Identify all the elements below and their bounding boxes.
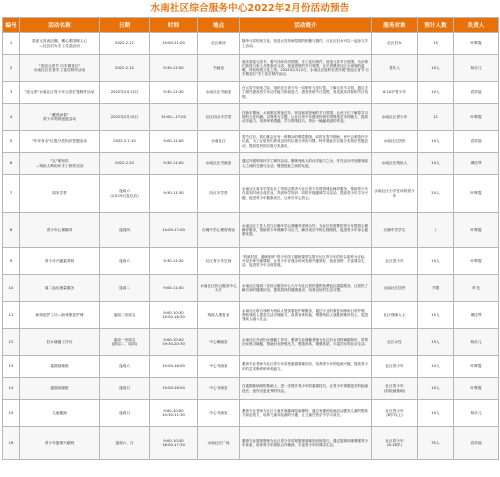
cell-name: 助残庇护工坊—助残康复护理: [20, 302, 100, 329]
cell-count: 12: [418, 104, 454, 131]
table-row: [3, 175, 499, 213]
table-row: [3, 131, 499, 153]
cell-desc: 水南社区工作人员与石碣中学心理辅导老师合作，为社区有需要的青少年提供心理辅导服务，帮助青少年缓解学习压力，解决成长中的心理困扰，促进青少年身心健康发展。: [240, 213, 372, 248]
table-row: [3, 302, 499, 329]
table-row: [3, 329, 499, 356]
cell-no: 1: [3, 33, 20, 55]
table-row: [3, 378, 499, 400]
cell-date: 逢周六、日: [100, 427, 150, 460]
cell-no: 6: [3, 153, 20, 175]
table-row: [3, 248, 499, 275]
table-row: [3, 33, 499, 55]
cell-name: 素描高级班: [20, 378, 100, 400]
cell-name: 青少年兴趣素养班: [20, 248, 100, 275]
cell-name: 周二血压测量服务: [20, 275, 100, 302]
cell-target: 社区青少年 (6岁以上): [372, 400, 418, 427]
cell-date: 逢周六: [100, 248, 150, 275]
cell-count: 10人: [418, 131, 454, 153]
cell-person: 叶辉霞: [454, 213, 499, 248]
cell-time: 9:30-11:30: [150, 248, 198, 275]
cell-target: 社区女性: [372, 329, 418, 356]
cell-time: 9:00-10:00 19:30-20:30: [150, 329, 198, 356]
cell-person: 谭佳琴: [454, 153, 499, 175]
cell-count: /: [418, 213, 454, 248]
cell-desc: 在元宵节到来之际，组织社区青少年一同制作元宵灯笼，了解元宵节习俗，通过手工制作提高青少年动手能力和创造力，感受传统节日氛围，营造欢乐祥和的节日氛围。: [240, 82, 372, 104]
cell-name: 青少年心理辅导: [20, 213, 100, 248]
cell-date: 逢周二至周五: [100, 302, 150, 329]
cell-name: 素描基础班: [20, 356, 100, 378]
table-row: [3, 427, 499, 460]
cell-date: 2022.2.20: [100, 153, 150, 175]
cell-desc: 在素描基础班的基础上，进一步提升青少年的素描技巧，让青少年掌握更多的绘画技法，创作出更优秀的作品。: [240, 378, 372, 400]
cell-name: 妇女瑜伽工作坊: [20, 329, 100, 356]
cell-person: 叶辉霞: [454, 248, 499, 275]
cell-time: 15:00—17:00: [150, 104, 198, 131]
cell-date: 逢周四: [100, 213, 150, 248]
table-row: [3, 356, 499, 378]
cell-place: 水南社区综合服务中心大厅: [198, 275, 240, 302]
cell-no: 16: [3, 427, 20, 460]
cell-person: 谭佳琴: [454, 302, 499, 329]
cell-count: 15人: [418, 302, 454, 329]
cell-name: "喜迎元宵节 巧手做花灯" 水南社区长者手工花灯制作活动: [20, 55, 100, 82]
cell-no: 11: [3, 302, 20, 329]
header-desc: 活动简介: [240, 18, 372, 33]
table-row: [3, 400, 499, 427]
cell-desc: 邀请专业老师为社区儿童开展趣味绘画课程，通过有趣的绘画活动激发儿童的想象力和创造力，培养儿童对绘画的兴趣，让儿童在快乐中学习成长。: [240, 400, 372, 427]
cell-count: 35人: [418, 427, 454, 460]
cell-person: 叶辉霞: [454, 378, 499, 400]
cell-name: 喜迎元宵表活圈，螺心系国缘人心 —社区妇女手工灵竞活动: [20, 33, 100, 55]
cell-time: 9:30-11:30: [150, 82, 198, 104]
cell-count: 不限: [418, 275, 454, 302]
cell-no: 13: [3, 356, 20, 378]
cell-time: 9:30-11:00: [150, 55, 198, 82]
header-count: 预计人数: [418, 18, 454, 33]
cell-target: 老年人: [372, 55, 418, 82]
cell-person: 叶辉霞: [454, 175, 499, 213]
cell-target: 社区妇女: [372, 33, 418, 55]
cell-place: 水南社区书画室: [198, 82, 240, 104]
cell-no: 7: [3, 175, 20, 213]
cell-no: 9: [3, 248, 20, 275]
cell-person: 叶龙: [454, 275, 499, 302]
cell-person: 叶辉霞: [454, 356, 499, 378]
cell-place: 中心书画室: [198, 378, 240, 400]
cell-no: 14: [3, 378, 20, 400]
page-title: 水南社区综合服务中心2022年2月份活动预告: [150, 3, 350, 14]
cell-target: 水南社区残疾人: [372, 153, 418, 175]
cell-person: 袁祥福: [454, 427, 499, 460]
cell-name: 儿童趣画: [20, 400, 100, 427]
table-row: [3, 55, 499, 82]
cell-date: 2022.2.7-10: [100, 131, 150, 153]
cell-count: 15: [418, 33, 454, 55]
cell-target: 社区青少年 (有绘画基础): [372, 378, 418, 400]
cell-count: 20人: [418, 175, 454, 213]
cell-person: 叶辉霞: [454, 104, 499, 131]
cell-target: 社区青少年 (6-18岁): [372, 427, 418, 460]
cell-desc: 欢乐喜迎元宵节，看气冲冲洋洋团圆，手工花灯制作，营造元宵节日氛围，为长辈们营造与家人共度欢乐元宵，营造喜悦的节日氛围，让长者感受社区大家庭的温暖，体验传统文化之美。2022年2月12日，水南社区组织长者开展"喜迎元宵节 巧手做花灯"手工花灯制作活动。: [240, 55, 372, 82]
header-date: 日期: [100, 18, 150, 33]
cell-place: 书画室: [198, 55, 240, 82]
cell-count: 10人: [418, 55, 454, 82]
cell-time: 9:00-10:30 15:00-16:30: [150, 302, 198, 329]
cell-desc: "同威衬进，趣味相伴"青少年线下趣味课堂以提升社区青少年的综合素养为目标，开设多种兴趣课程，让青少年在课余时间发展兴趣爱好，拓宽视野，丰富课余生活，促进青少年全面发展。: [240, 248, 372, 275]
cell-no: 8: [3, 213, 20, 248]
cell-target: 水南社区小学在读的青少年: [372, 175, 418, 213]
cell-count: 10人: [418, 378, 454, 400]
header-person: 负责人: [454, 18, 499, 33]
cell-date: 逢周六 (2月19日及以后): [100, 175, 150, 213]
cell-place: 石碣中学心理咨询室: [198, 213, 240, 248]
cell-date: 逢周六: [100, 356, 150, 378]
header-place: 地点: [198, 18, 240, 33]
cell-date: 2022年2月15日: [100, 104, 150, 131]
cell-date: 2022.2.12: [100, 33, 150, 55]
cell-desc: 随李元宵传统文化，营造元宵热闹氛围的相聚与邀约，让社区妇女可以一起参与手工活动。: [240, 33, 372, 55]
cell-desc: 水南社区开设妇女瑜伽工作坊，邀请专业瑜伽老师为社区妇女讲授瑜伽知识，带领妇女练习瑜伽，帮助妇女舒缓压力，塑造形体，增强体质，丰富妇女的业余生活。: [240, 329, 372, 356]
cell-target: 水南社区青少年: [372, 104, 418, 131]
table-row: [3, 104, 499, 131]
cell-time: 9:00-11:00: [150, 131, 198, 153]
cell-no: 3: [3, 82, 20, 104]
cell-count: 10人: [418, 153, 454, 175]
cell-place: 水南社区广场: [198, 427, 240, 460]
cell-place: 中心书画室: [198, 400, 240, 427]
table-row: [3, 275, 499, 302]
cell-desc: 在新年期间，大家都在准备过年，营造和美热闹的节日氛围，让孩子们了解春节习俗的文化内涵。以剪纸为主题，让社区青少年感受传统中国剪纸艺术的魅力，提高动手能力，培养审美情趣，学习剪纸技巧，剪出一幅幅美丽的作品。: [240, 104, 372, 131]
cell-desc: 邀请专业篮球教练为社区青少年讲授篮球基础知识和技巧，通过篮球训练增强青少年体质，培养青少年团队合作精神，丰富青少年的课余生活。: [240, 427, 372, 460]
header-no: 编号: [3, 18, 20, 33]
cell-time: 15:00-16:00: [150, 378, 198, 400]
cell-time: 15:00-16:00: [150, 356, 198, 378]
table-row: [3, 213, 499, 248]
table-header-row: [3, 18, 499, 33]
cell-no: 10: [3, 275, 20, 302]
cell-place: 水南社区: [198, 131, 240, 153]
cell-count: 15人: [418, 329, 454, 356]
cell-time: 9:30-11:00: [150, 153, 198, 175]
cell-person: 袁祥福: [454, 82, 499, 104]
cell-no: 5: [3, 131, 20, 153]
cell-place: 中心舞蹈室: [198, 329, 240, 356]
cell-desc: 邀请专业老师为社区青少年讲授素描基础知识，培养青少年的绘画兴趣，提高青少年的艺术修养和审美能力。: [240, 356, 372, 378]
cell-time: 9:00-11:00: [150, 275, 198, 302]
cell-desc: 水南社区周末学堂由社工带领志愿者为社区青少年提供课业辅导服务，帮助青少年在周末时间完成作业，巩固所学知识，同时开展趣味学习活动，提高青少年学习兴趣，促进青少年健康成长，让家长安心放心。: [240, 175, 372, 213]
cell-count: 10人: [418, 356, 454, 378]
cell-time: 9:30-11:30: [150, 175, 198, 213]
cell-date: 2022.2.12: [100, 55, 150, 82]
cell-count: 10人: [418, 82, 454, 104]
cell-name: "年年有余"垃圾分类知识答题活动: [20, 131, 100, 153]
cell-target: 水南社区居民: [372, 131, 418, 153]
cell-desc: 水南社区联合残联为残疾人提供康复护理服务，通过专业的康复训练和日常护理，帮助残疾人提高生活自理能力，改善身体机能，增强残疾人战胜困难的信心，促进残疾人融入社会。: [240, 302, 372, 329]
cell-target: 社区青少年: [372, 356, 418, 378]
cell-place: 水南社区书画室: [198, 153, 240, 175]
cell-date: 逢周日: [100, 378, 150, 400]
table-row: [3, 153, 499, 175]
cell-count: 15人: [418, 248, 454, 275]
cell-person: 杨乐儿: [454, 400, 499, 427]
cell-person: 杨乐儿: [454, 329, 499, 356]
cell-desc: 水南社区逢周二在综合服务中心大厅为社区居民提供免费血压测量服务，让居民了解自身的健康状况，提高居民的健康意识，培养良好的生活习惯。: [240, 275, 372, 302]
cell-no: 2: [3, 55, 20, 82]
cell-place: 中心书画室: [198, 356, 240, 378]
cell-name: 周末学堂: [20, 175, 100, 213]
cell-no: 15: [3, 400, 20, 427]
cell-name: "迎元宵"水南社区青少年元宵灯笼制作活动: [20, 82, 100, 104]
cell-target: 社区青少年: [372, 248, 418, 275]
cell-date: 2022年2月13日: [100, 82, 150, 104]
cell-name: "礼"事有你 —残疾人利用环手工制作活动: [20, 153, 100, 175]
cell-target: 社区残障人士: [372, 302, 418, 329]
cell-name: 青少年篮球兴趣班: [20, 427, 100, 460]
cell-person: 叶辉霞: [454, 33, 499, 55]
header-target: 服务对象: [372, 18, 418, 33]
cell-place: 社区四点半学堂: [198, 104, 240, 131]
cell-desc: 春节过后，我们都会在有一堆剩余的剩菜剩饭，同时在春节期间，家中会制造许多垃圾，为了让居民们养成良好的垃圾分类的习惯，特开展此次垃圾分类知识答题活动，提高居民的垃圾分类意识。: [240, 131, 372, 153]
cell-time: 9:00-10:00 10:30-11:30: [150, 400, 198, 427]
cell-no: 4: [3, 104, 20, 131]
activity-table: [2, 17, 499, 460]
cell-target: 水南社区居民: [372, 275, 418, 302]
cell-date: 逢周二: [100, 275, 150, 302]
cell-place: 社区青少年空间: [198, 248, 240, 275]
cell-date: 逢周一至周五 (除周二、周四): [100, 329, 150, 356]
cell-date: 逢周日: [100, 400, 150, 427]
cell-target: 6-10岁青少年: [372, 82, 418, 104]
header-time: 时间: [150, 18, 198, 33]
header-name: 活动名称: [20, 18, 100, 33]
cell-target: 石碣中学学生: [372, 213, 418, 248]
cell-name: "藏虎添春" 青少年剪纸创意活动: [20, 104, 100, 131]
cell-desc: 通过开展利用环手工制作活动，锻炼残疾人的动手能力之余，并在活动中加强残疾人之间的交流与互动，增进彼此之间的友谊。: [240, 153, 372, 175]
cell-count: 10人: [418, 400, 454, 427]
cell-no: 12: [3, 329, 20, 356]
cell-person: 杨乐儿: [454, 55, 499, 82]
cell-place: 社区新房: [198, 33, 240, 55]
cell-time: 14:00-17:00: [150, 213, 198, 248]
table-row: [3, 82, 499, 104]
cell-place: 残疾人康复室: [198, 302, 240, 329]
cell-time: 19:00-21:00: [150, 33, 198, 55]
cell-place: 四点半学堂: [198, 175, 240, 213]
cell-person: 袁祥福: [454, 131, 499, 153]
cell-time: 9:00-10:30 16:00-17:30: [150, 427, 198, 460]
